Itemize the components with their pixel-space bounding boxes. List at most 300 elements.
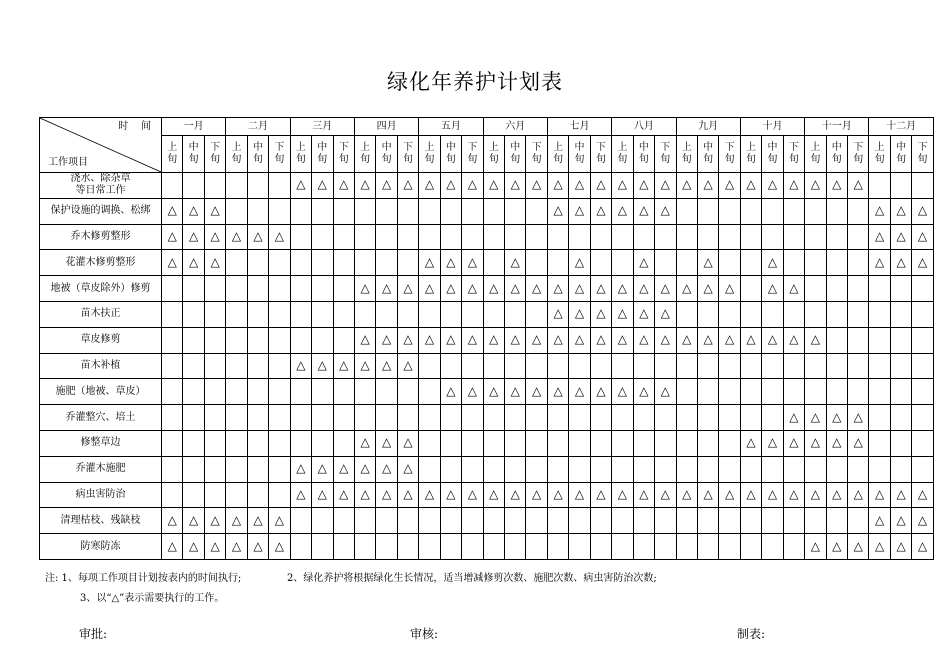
- scheduled-mark-cell: [204, 508, 225, 534]
- triangle-mark-icon: △: [574, 306, 585, 321]
- empty-cell: [505, 430, 526, 456]
- scheduled-mark-cell: [354, 482, 375, 508]
- month-header: 二月: [226, 118, 290, 136]
- scheduled-mark-cell: [719, 327, 740, 353]
- scheduled-mark-cell: [848, 430, 869, 456]
- empty-cell: [290, 405, 311, 431]
- empty-cell: [333, 327, 354, 353]
- triangle-mark-icon: △: [639, 177, 649, 192]
- scheduled-mark-cell: [526, 482, 547, 508]
- empty-cell: [697, 353, 718, 379]
- task-row: [40, 327, 934, 353]
- scheduled-mark-cell: [612, 482, 633, 508]
- empty-cell: [740, 508, 761, 534]
- empty-cell: [676, 250, 697, 276]
- empty-cell: [783, 301, 804, 327]
- scheduled-mark-cell: [569, 482, 590, 508]
- triangle-mark-icon: △: [875, 512, 885, 527]
- scheduled-mark-cell: [719, 173, 740, 199]
- empty-cell: [397, 405, 418, 431]
- empty-cell: [655, 250, 676, 276]
- empty-cell: [162, 456, 183, 482]
- empty-cell: [162, 173, 183, 199]
- triangle-mark-icon: △: [617, 306, 628, 321]
- scheduled-mark-cell: [183, 250, 204, 276]
- scheduled-mark-cell: [376, 482, 397, 508]
- scheduled-mark-cell: [697, 276, 718, 302]
- header-corner-cell: [40, 118, 162, 173]
- scheduled-mark-cell: [354, 353, 375, 379]
- empty-cell: [719, 405, 740, 431]
- triangle-mark-icon: △: [832, 177, 842, 192]
- scheduled-mark-cell: [805, 405, 826, 431]
- empty-cell: [633, 456, 654, 482]
- period-header: [676, 136, 697, 173]
- triangle-mark-icon: △: [403, 357, 413, 372]
- scheduled-mark-cell: [290, 173, 311, 199]
- scheduled-mark-cell: [226, 508, 247, 534]
- empty-cell: [762, 379, 783, 405]
- scheduled-mark-cell: [547, 301, 568, 327]
- scheduled-mark-cell: [697, 173, 718, 199]
- scheduled-mark-cell: [183, 198, 204, 224]
- scheduled-mark-cell: [848, 173, 869, 199]
- scheduled-mark-cell: [762, 482, 783, 508]
- empty-cell: [826, 301, 847, 327]
- task-row: [40, 405, 934, 431]
- triangle-mark-icon: △: [339, 177, 349, 192]
- scheduled-mark-cell: [590, 173, 611, 199]
- task-row: [40, 379, 934, 405]
- triangle-mark-icon: △: [317, 486, 327, 501]
- triangle-mark-icon: △: [532, 280, 542, 295]
- empty-cell: [569, 353, 590, 379]
- empty-cell: [269, 327, 290, 353]
- triangle-mark-icon: △: [810, 177, 820, 192]
- empty-cell: [848, 353, 869, 379]
- empty-cell: [890, 353, 911, 379]
- period-label: 中旬: [638, 142, 649, 166]
- scheduled-mark-cell: [612, 173, 633, 199]
- empty-cell: [869, 173, 890, 199]
- empty-cell: [697, 301, 718, 327]
- empty-cell: [848, 456, 869, 482]
- task-name: 草皮修剪: [40, 327, 162, 353]
- empty-cell: [183, 456, 204, 482]
- empty-cell: [805, 224, 826, 250]
- period-label: 上旬: [874, 142, 885, 166]
- triangle-mark-icon: △: [617, 203, 628, 218]
- empty-cell: [204, 482, 225, 508]
- period-label: 下旬: [210, 142, 221, 166]
- triangle-mark-icon: △: [167, 228, 177, 243]
- period-header: [655, 136, 676, 173]
- period-label: 中旬: [381, 142, 392, 166]
- empty-cell: [697, 534, 718, 560]
- empty-cell: [740, 379, 761, 405]
- empty-cell: [162, 327, 183, 353]
- triangle-mark-icon: △: [853, 538, 863, 553]
- triangle-mark-icon: △: [875, 538, 885, 553]
- empty-cell: [269, 276, 290, 302]
- empty-cell: [826, 456, 847, 482]
- triangle-mark-icon: △: [767, 280, 778, 295]
- scheduled-mark-cell: [333, 353, 354, 379]
- triangle-mark-icon: △: [596, 203, 606, 218]
- triangle-mark-icon: △: [746, 435, 756, 450]
- empty-cell: [912, 405, 933, 431]
- scheduled-mark-cell: [826, 482, 847, 508]
- empty-cell: [376, 198, 397, 224]
- triangle-mark-icon: △: [532, 177, 542, 192]
- scheduled-mark-cell: [419, 482, 440, 508]
- scheduled-mark-cell: [526, 173, 547, 199]
- triangle-mark-icon: △: [832, 486, 842, 501]
- period-label: 下旬: [595, 142, 606, 166]
- scheduled-mark-cell: [204, 250, 225, 276]
- task-row: [40, 353, 934, 379]
- empty-cell: [269, 379, 290, 405]
- empty-cell: [462, 198, 483, 224]
- triangle-mark-icon: △: [724, 332, 735, 347]
- triangle-mark-icon: △: [189, 203, 199, 218]
- empty-cell: [440, 430, 461, 456]
- period-header: [462, 136, 483, 173]
- empty-cell: [269, 405, 290, 431]
- triangle-mark-icon: △: [532, 383, 542, 398]
- empty-cell: [269, 353, 290, 379]
- empty-cell: [762, 224, 783, 250]
- empty-cell: [505, 353, 526, 379]
- scheduled-mark-cell: [869, 508, 890, 534]
- scheduled-mark-cell: [440, 327, 461, 353]
- triangle-mark-icon: △: [896, 228, 906, 243]
- scheduled-mark-cell: [740, 482, 761, 508]
- empty-cell: [397, 301, 418, 327]
- scheduled-mark-cell: [354, 430, 375, 456]
- empty-cell: [890, 430, 911, 456]
- period-header: [740, 136, 761, 173]
- period-header: [505, 136, 526, 173]
- empty-cell: [247, 327, 268, 353]
- triangle-mark-icon: △: [403, 435, 413, 450]
- empty-cell: [505, 456, 526, 482]
- empty-cell: [612, 405, 633, 431]
- scheduled-mark-cell: [547, 327, 568, 353]
- scheduled-mark-cell: [397, 456, 418, 482]
- task-name: 保护设施的调换、松绑: [40, 198, 162, 224]
- triangle-mark-icon: △: [574, 383, 585, 398]
- period-header: [312, 136, 333, 173]
- triangle-mark-icon: △: [317, 357, 327, 372]
- month-header: 一月: [162, 118, 226, 136]
- empty-cell: [890, 379, 911, 405]
- scheduled-mark-cell: [762, 327, 783, 353]
- scheduled-mark-cell: [762, 173, 783, 199]
- period-header: [226, 136, 247, 173]
- triangle-mark-icon: △: [660, 203, 670, 218]
- triangle-mark-icon: △: [789, 280, 799, 295]
- empty-cell: [869, 456, 890, 482]
- empty-cell: [547, 534, 568, 560]
- scheduled-mark-cell: [569, 250, 590, 276]
- task-row: [40, 224, 934, 250]
- empty-cell: [526, 198, 547, 224]
- empty-cell: [740, 250, 761, 276]
- scheduled-mark-cell: [162, 534, 183, 560]
- triangle-mark-icon: △: [917, 486, 928, 501]
- scheduled-mark-cell: [312, 173, 333, 199]
- empty-cell: [333, 276, 354, 302]
- scheduled-mark-cell: [783, 405, 804, 431]
- triangle-mark-icon: △: [853, 486, 863, 501]
- empty-cell: [312, 276, 333, 302]
- empty-cell: [247, 379, 268, 405]
- triangle-mark-icon: △: [639, 332, 649, 347]
- scheduled-mark-cell: [397, 430, 418, 456]
- scheduled-mark-cell: [440, 482, 461, 508]
- empty-cell: [805, 508, 826, 534]
- scheduled-mark-cell: [290, 482, 311, 508]
- scheduled-mark-cell: [590, 301, 611, 327]
- empty-cell: [805, 301, 826, 327]
- period-header: [912, 136, 933, 173]
- scheduled-mark-cell: [633, 250, 654, 276]
- empty-cell: [547, 508, 568, 534]
- empty-cell: [376, 534, 397, 560]
- empty-cell: [912, 353, 933, 379]
- scheduled-mark-cell: [333, 482, 354, 508]
- triangle-mark-icon: △: [617, 383, 628, 398]
- triangle-mark-icon: △: [746, 332, 756, 347]
- triangle-mark-icon: △: [403, 177, 413, 192]
- triangle-mark-icon: △: [189, 538, 199, 553]
- scheduled-mark-cell: [440, 173, 461, 199]
- empty-cell: [483, 508, 504, 534]
- scheduled-mark-cell: [312, 353, 333, 379]
- empty-cell: [247, 430, 268, 456]
- empty-cell: [590, 534, 611, 560]
- empty-cell: [762, 456, 783, 482]
- period-header: [547, 136, 568, 173]
- empty-cell: [505, 198, 526, 224]
- scheduled-mark-cell: [483, 173, 504, 199]
- empty-cell: [762, 301, 783, 327]
- empty-cell: [419, 430, 440, 456]
- triangle-mark-icon: △: [724, 177, 735, 192]
- triangle-mark-icon: △: [403, 461, 413, 476]
- triangle-mark-icon: △: [532, 486, 542, 501]
- empty-cell: [419, 534, 440, 560]
- triangle-mark-icon: △: [660, 306, 670, 321]
- empty-cell: [890, 301, 911, 327]
- empty-cell: [547, 405, 568, 431]
- empty-cell: [376, 508, 397, 534]
- triangle-mark-icon: △: [724, 486, 735, 501]
- triangle-mark-icon: △: [424, 280, 435, 295]
- triangle-mark-icon: △: [596, 177, 606, 192]
- triangle-mark-icon: △: [767, 435, 778, 450]
- empty-cell: [697, 456, 718, 482]
- triangle-mark-icon: △: [660, 332, 670, 347]
- triangle-mark-icon: △: [875, 228, 885, 243]
- period-label: 下旬: [531, 142, 542, 166]
- triangle-mark-icon: △: [810, 538, 820, 553]
- empty-cell: [376, 405, 397, 431]
- empty-cell: [783, 224, 804, 250]
- triangle-mark-icon: △: [553, 332, 563, 347]
- empty-cell: [440, 508, 461, 534]
- task-name: 花灌木修剪整形: [40, 250, 162, 276]
- scheduled-mark-cell: [740, 430, 761, 456]
- period-header: [204, 136, 225, 173]
- scheduled-mark-cell: [397, 173, 418, 199]
- scheduled-mark-cell: [676, 276, 697, 302]
- triangle-mark-icon: △: [617, 332, 628, 347]
- month-header: 十二月: [869, 118, 933, 136]
- triangle-mark-icon: △: [360, 461, 370, 476]
- period-label: 中旬: [896, 142, 907, 166]
- empty-cell: [354, 224, 375, 250]
- empty-cell: [204, 379, 225, 405]
- task-name: 防寒防冻: [40, 534, 162, 560]
- triangle-mark-icon: △: [896, 203, 906, 218]
- scheduled-mark-cell: [869, 198, 890, 224]
- scheduled-mark-cell: [676, 327, 697, 353]
- empty-cell: [869, 276, 890, 302]
- scheduled-mark-cell: [526, 276, 547, 302]
- triangle-mark-icon: △: [403, 486, 413, 501]
- empty-cell: [354, 405, 375, 431]
- task-row: [40, 198, 934, 224]
- scheduled-mark-cell: [869, 482, 890, 508]
- empty-cell: [826, 250, 847, 276]
- scheduled-mark-cell: [547, 379, 568, 405]
- empty-cell: [247, 250, 268, 276]
- empty-cell: [505, 301, 526, 327]
- triangle-mark-icon: △: [510, 332, 520, 347]
- scheduled-mark-cell: [483, 379, 504, 405]
- triangle-mark-icon: △: [360, 177, 370, 192]
- scheduled-mark-cell: [612, 379, 633, 405]
- triangle-mark-icon: △: [381, 280, 392, 295]
- triangle-mark-icon: △: [210, 512, 220, 527]
- empty-cell: [333, 534, 354, 560]
- empty-cell: [440, 353, 461, 379]
- empty-cell: [890, 405, 911, 431]
- triangle-mark-icon: △: [274, 538, 285, 553]
- period-header: [869, 136, 890, 173]
- scheduled-mark-cell: [376, 276, 397, 302]
- triangle-mark-icon: △: [682, 486, 692, 501]
- triangle-mark-icon: △: [703, 280, 713, 295]
- scheduled-mark-cell: [826, 405, 847, 431]
- empty-cell: [226, 379, 247, 405]
- scheduled-mark-cell: [333, 456, 354, 482]
- scheduled-mark-cell: [869, 534, 890, 560]
- period-header: [633, 136, 654, 173]
- triangle-mark-icon: △: [896, 538, 906, 553]
- empty-cell: [483, 353, 504, 379]
- scheduled-mark-cell: [783, 276, 804, 302]
- period-header: [483, 136, 504, 173]
- task-name: 乔木修剪整形: [40, 224, 162, 250]
- empty-cell: [312, 224, 333, 250]
- empty-cell: [354, 508, 375, 534]
- empty-cell: [397, 224, 418, 250]
- scheduled-mark-cell: [547, 173, 568, 199]
- period-label: 上旬: [231, 142, 242, 166]
- empty-cell: [226, 301, 247, 327]
- triangle-mark-icon: △: [189, 512, 199, 527]
- scheduled-mark-cell: [462, 379, 483, 405]
- empty-cell: [354, 301, 375, 327]
- empty-cell: [783, 250, 804, 276]
- empty-cell: [290, 534, 311, 560]
- triangle-mark-icon: △: [553, 383, 563, 398]
- empty-cell: [912, 301, 933, 327]
- scheduled-mark-cell: [462, 482, 483, 508]
- triangle-mark-icon: △: [832, 435, 842, 450]
- triangle-mark-icon: △: [381, 486, 392, 501]
- month-header: 六月: [483, 118, 547, 136]
- empty-cell: [547, 353, 568, 379]
- period-label: 中旬: [317, 142, 328, 166]
- triangle-mark-icon: △: [510, 254, 520, 269]
- empty-cell: [740, 353, 761, 379]
- empty-cell: [676, 379, 697, 405]
- empty-cell: [655, 534, 676, 560]
- triangle-mark-icon: △: [360, 280, 370, 295]
- period-header: [719, 136, 740, 173]
- scheduled-mark-cell: [912, 250, 933, 276]
- triangle-mark-icon: △: [510, 486, 520, 501]
- task-name: 苗木补植: [40, 353, 162, 379]
- triangle-mark-icon: △: [467, 254, 477, 269]
- scheduled-mark-cell: [783, 482, 804, 508]
- empty-cell: [333, 430, 354, 456]
- scheduled-mark-cell: [526, 379, 547, 405]
- empty-cell: [569, 534, 590, 560]
- scheduled-mark-cell: [483, 276, 504, 302]
- triangle-mark-icon: △: [296, 357, 306, 372]
- triangle-mark-icon: △: [917, 228, 928, 243]
- scheduled-mark-cell: [612, 198, 633, 224]
- empty-cell: [805, 198, 826, 224]
- empty-cell: [269, 301, 290, 327]
- triangle-mark-icon: △: [210, 254, 220, 269]
- triangle-mark-icon: △: [381, 177, 392, 192]
- triangle-mark-icon: △: [253, 512, 263, 527]
- empty-cell: [890, 173, 911, 199]
- task-name: 修整草边: [40, 430, 162, 456]
- empty-cell: [783, 508, 804, 534]
- empty-cell: [762, 198, 783, 224]
- empty-cell: [440, 198, 461, 224]
- scheduled-mark-cell: [848, 405, 869, 431]
- triangle-mark-icon: △: [381, 332, 392, 347]
- empty-cell: [869, 379, 890, 405]
- scheduled-mark-cell: [183, 224, 204, 250]
- empty-cell: [183, 379, 204, 405]
- period-label: 中旬: [831, 142, 842, 166]
- scheduled-mark-cell: [269, 508, 290, 534]
- empty-cell: [290, 301, 311, 327]
- empty-cell: [719, 456, 740, 482]
- period-header: [376, 136, 397, 173]
- empty-cell: [247, 173, 268, 199]
- period-label: 上旬: [295, 142, 306, 166]
